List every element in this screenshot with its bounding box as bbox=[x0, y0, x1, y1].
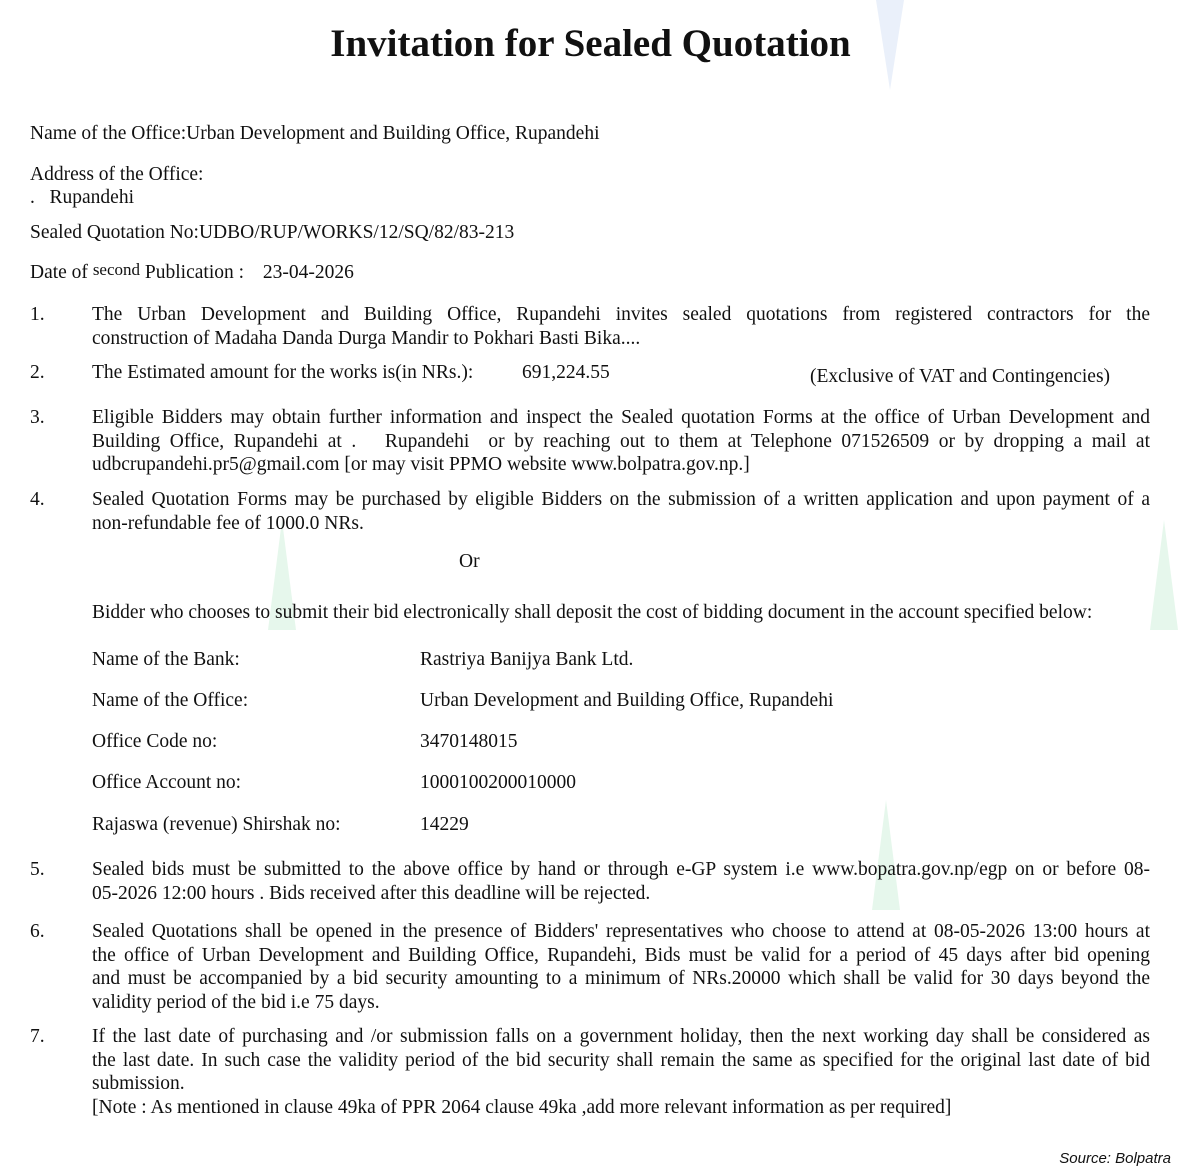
estimated-amount-label: The Estimated amount for the works is(in NRs.): bbox=[92, 362, 474, 383]
item-line: Sealed Quotation Forms may be purchased by eligible Bidders on the submission of a written application and upon payment of a bbox=[92, 489, 1150, 510]
item-note: [Note : As mentioned in clause 49ka of PPR 2064 clause 49ka ,add more relevant information as per required] bbox=[92, 1096, 952, 1118]
electronic-submission-text: Bidder who chooses to submit their bid electronically shall deposit the cost of bidding document in the account specified below: bbox=[92, 602, 1093, 623]
item-number: 3. bbox=[30, 407, 45, 428]
bank-label: Name of the Bank: bbox=[92, 649, 240, 670]
publication-date-line bbox=[30, 261, 354, 285]
item-3 bbox=[92, 406, 1150, 477]
bank-label: Office Code no: bbox=[92, 731, 218, 752]
address-label: Address of the Office: bbox=[30, 164, 204, 185]
item-line: validity period of the bid i.e 75 days. bbox=[92, 991, 380, 1013]
item-number: 6. bbox=[30, 921, 45, 942]
item-line: construction of Madaha Danda Durga Mandir to Pokhari Basti Bika.... bbox=[92, 327, 641, 349]
watermark-arrow-icon bbox=[1150, 520, 1178, 630]
item-1 bbox=[92, 303, 1150, 350]
item-7 bbox=[92, 1025, 1150, 1119]
item-line: If the last date of purchasing and /or submission falls on a government holiday, then the next working day shall be considered as bbox=[92, 1026, 1150, 1047]
item-4 bbox=[92, 488, 1150, 535]
publication-ordinal: second bbox=[92, 260, 141, 279]
item-5 bbox=[92, 858, 1150, 905]
item-6 bbox=[92, 920, 1150, 1014]
item-line: Building Office, Rupandehi at . Rupandehi or by reaching out to them at Telephone 071526509 or by dropping a mail at bbox=[92, 430, 1150, 452]
item-line: Eligible Bidders may obtain further information and inspect the Sealed quotation Forms at the office of Urban Development and bbox=[92, 407, 1150, 428]
item-number: 7. bbox=[30, 1026, 45, 1047]
estimated-amount-value: 691,224.55 bbox=[522, 362, 610, 383]
item-line: the office of Urban Development and Building Office, Rupandehi, Bids must be valid for a period of 45 days after bid opening bbox=[92, 944, 1150, 966]
item-number: 4. bbox=[30, 489, 45, 510]
bank-label: Rajaswa (revenue) Shirshak no: bbox=[92, 814, 341, 835]
bank-value: Rastriya Banijya Bank Ltd. bbox=[420, 649, 634, 670]
item-line: Sealed Quotations shall be opened in the presence of Bidders' representatives who choose to attend at 08-05-2026 13:00 hours at bbox=[92, 921, 1150, 942]
item-line: 05-2026 12:00 hours . Bids received after this deadline will be rejected. bbox=[92, 882, 651, 904]
source-credit: Source: Bolpatra bbox=[1059, 1150, 1171, 1167]
bank-label: Name of the Office: bbox=[92, 690, 249, 711]
item-number: 2. bbox=[30, 362, 45, 383]
item-number: 5. bbox=[30, 859, 45, 880]
item-line: and must be accompanied by a bid security amounting to a minimum of NRs.20000 which shall be valid for 30 days beyond the bbox=[92, 968, 1150, 990]
bank-value: Urban Development and Building Office, Rupandehi bbox=[420, 690, 834, 711]
estimated-amount-note: (Exclusive of VAT and Contingencies) bbox=[810, 366, 1111, 387]
office-name: Name of the Office:Urban Development and Building Office, Rupandehi bbox=[30, 123, 600, 144]
publication-date: 23-04-2026 bbox=[262, 262, 354, 283]
bank-label: Office Account no: bbox=[92, 772, 242, 793]
bank-value: 1000100200010000 bbox=[420, 772, 576, 793]
document-title: Invitation for Sealed Quotation bbox=[330, 22, 851, 65]
item-line: the last date. In such case the validity period of the bid security shall remain the same as specified for the original last date of bid bbox=[92, 1049, 1150, 1071]
item-line: The Urban Development and Building Office, Rupandehi invites sealed quotations from registered contractors for the bbox=[92, 304, 1150, 325]
item-line: submission. bbox=[92, 1073, 185, 1095]
item-line: Sealed bids must be submitted to the above office by hand or through e-GP system i.e www.bopatra.gov.np/egp on or before 08- bbox=[92, 859, 1150, 880]
bank-value: 3470148015 bbox=[420, 731, 518, 752]
bank-value: 14229 bbox=[420, 814, 469, 835]
publication-prefix: Date of bbox=[30, 262, 88, 283]
item-number: 1. bbox=[30, 304, 45, 325]
or-separator: Or bbox=[459, 551, 480, 572]
item-line: non-refundable fee of 1000.0 NRs. bbox=[92, 512, 364, 534]
address-value: . Rupandehi bbox=[30, 187, 134, 208]
item-line: udbcrupandehi.pr5@gmail.com [or may visit PPMO website www.bolpatra.gov.np.] bbox=[92, 454, 750, 476]
quotation-number: Sealed Quotation No:UDBO/RUP/WORKS/12/SQ/82/83-213 bbox=[30, 222, 515, 243]
publication-label: Publication : bbox=[144, 262, 245, 283]
